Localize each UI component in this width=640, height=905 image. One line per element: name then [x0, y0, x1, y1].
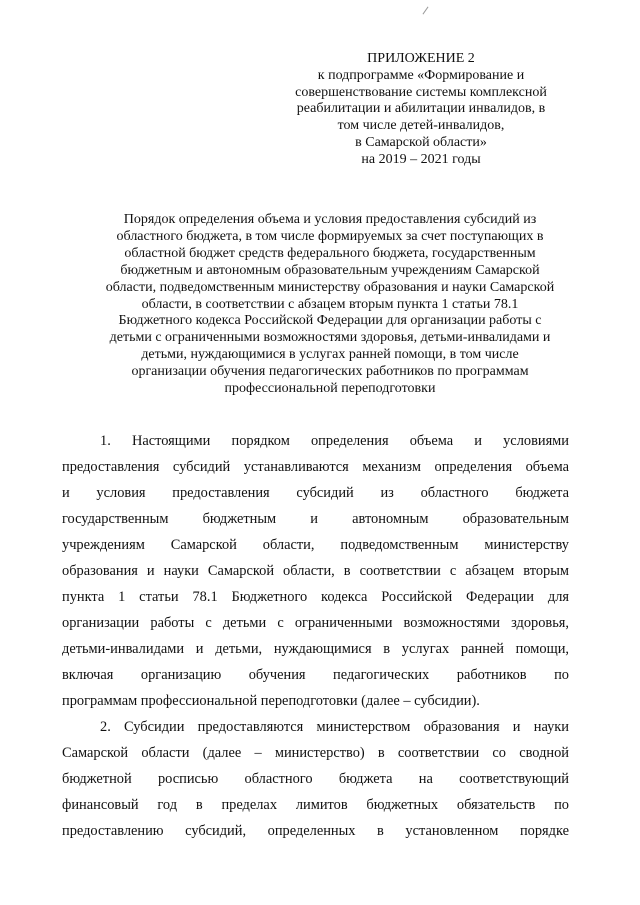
title-line: Порядок определения объема и условия предоставления субсидий из	[123, 212, 537, 227]
scan-mark	[423, 7, 429, 15]
appendix-line: в Самарской области»	[355, 134, 487, 150]
paragraph-line: предоставления субсидий устанавливаются механизм определения объема	[62, 459, 569, 475]
paragraph-line: и условия предоставления субсидий из областного бюджета	[62, 485, 569, 501]
title-line: детьми, нуждающимися в услугах ранней помощи, в том числе	[141, 347, 519, 363]
appendix-line: реабилитации и абилитации инвалидов, в	[296, 101, 546, 117]
paragraph-line: финансовый год в пределах лимитов бюджетных обязательств по	[62, 797, 569, 813]
title-line: профессиональной переподготовки	[224, 381, 436, 397]
appendix-line: совершенствование системы комплексной	[295, 84, 547, 100]
paragraph-line: пункта 1 статьи 78.1 Бюджетного кодекса Российской Федерации для	[62, 589, 569, 605]
paragraph-line: бюджетной росписью областного бюджета на соответствующий	[62, 771, 569, 787]
paragraph-line: образования и науки Самарской области, в соответствии с абзацем вторым	[62, 563, 569, 579]
appendix-line: к подпрограмме «Формирование и	[317, 67, 525, 83]
title-line: области, в соответствии с абзацем вторым пункта 1 статьи 78.1	[141, 296, 519, 312]
paragraph-line: детьми-инвалидами и детьми, нуждающимися в услугах ранней помощи,	[62, 641, 569, 657]
paragraph-line: организации работы с детьми с ограниченными возможностями здоровья,	[62, 615, 569, 631]
paragraph-line: государственным бюджетным и автономным образовательным	[62, 511, 569, 527]
document-title	[40, 212, 620, 398]
title-line: областного бюджета, в том числе формируемых за счет поступающих в	[116, 228, 544, 244]
paragraph-line: учреждениям Самарской области, подведомственным министерству	[62, 537, 569, 553]
title-line: бюджетным и автономным образовательным учреждениям Самарской	[120, 262, 540, 278]
title-line: детьми с ограниченными возможностями здоровья, детьми-инвалидами и	[109, 330, 551, 346]
title-line: областной бюджет средств федерального бюджета, государственным	[124, 245, 536, 261]
paragraph-line: Самарской области (далее – министерство) в соответствии со сводной	[62, 745, 569, 761]
appendix-line: ПРИЛОЖЕНИЕ 2	[367, 51, 475, 66]
paragraph-line: 1. Настоящими порядком определения объема и условиями	[100, 433, 569, 449]
paragraph-line: программам профессиональной переподготовки (далее – субсидии).	[62, 693, 480, 709]
appendix-line: том числе детей-инвалидов,	[337, 118, 505, 134]
paragraph-line: включая организацию обучения педагогических работников по	[62, 667, 569, 683]
title-line: организации обучения педагогических работников по программам	[131, 364, 529, 380]
paragraph-line: 2. Субсидии предоставляются министерством образования и науки	[100, 719, 569, 735]
title-line: области, подведомственным министерству образования и науки Самарской	[105, 279, 555, 295]
appendix-line: на 2019 – 2021 годы	[361, 151, 481, 167]
title-line: Бюджетного кодекса Российской Федерации для организации работы с	[118, 313, 542, 329]
paragraph-line: предоставлению субсидий, определенных в установленном порядке	[62, 823, 569, 839]
appendix-header	[262, 51, 580, 169]
